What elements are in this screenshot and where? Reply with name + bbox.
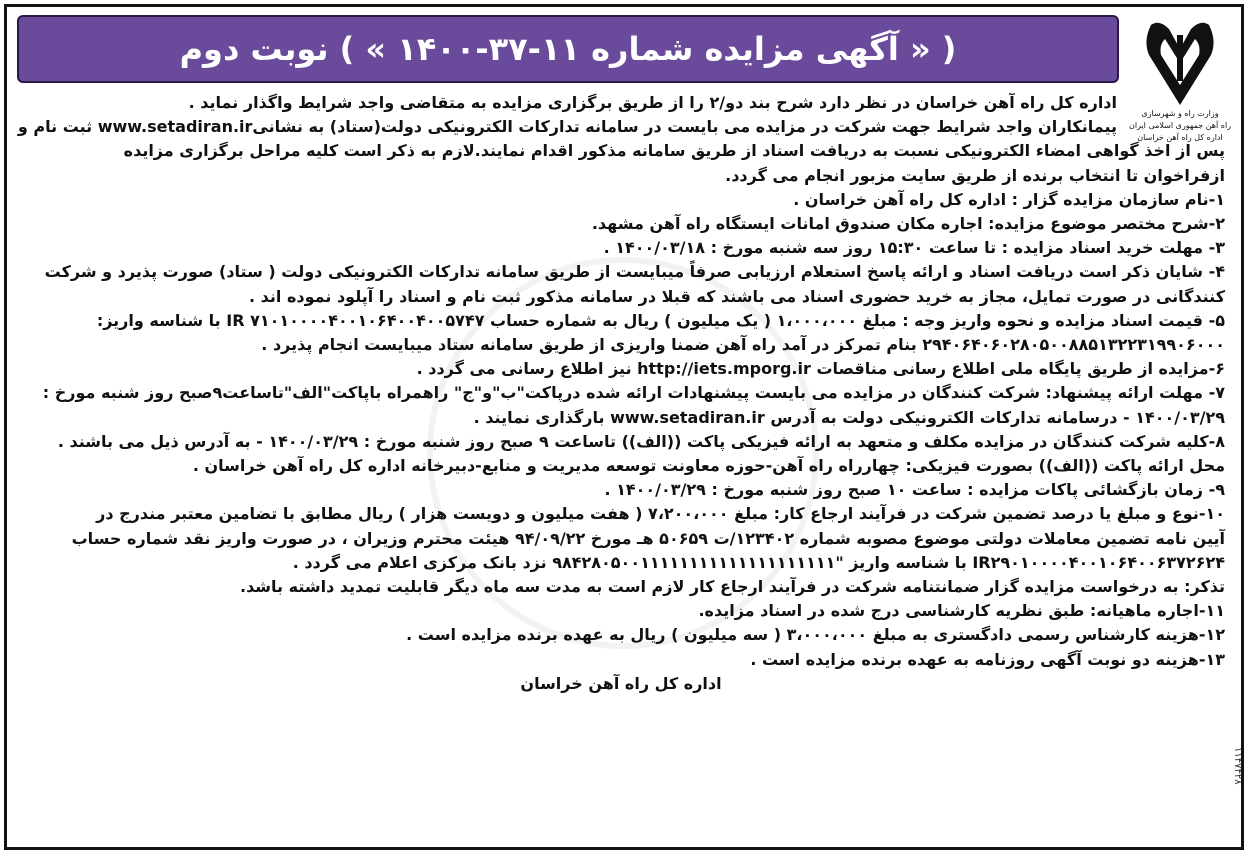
side-code: ۱۱۴۷۴۲۸ — [1232, 747, 1243, 785]
item-line: آیین نامه تضمین معاملات دولتی موضوع مصوبه شماره ۱۲۳۴۰۲/ت ۵۰۶۵۹ هـ مورخ ۹۴/۰۹/۲۲ هیئت محترم وزیران ، در صورت واریز نقد شماره حساب — [71, 528, 1225, 548]
item-line: ۱۳-هزینه دو نوبت آگهی روزنامه به عهده برنده مزایده است . — [750, 649, 1225, 669]
ad-frame — [4, 4, 1244, 850]
logo-caption-3: اداره کل راه آهن خراسان — [1137, 133, 1223, 142]
item-line: ۱-نام سازمان مزایده گزار : اداره کل راه آهن خراسان . — [793, 189, 1225, 209]
item-line: ۷- مهلت ارائه پیشنهاد: شرکت کنندگان در مزایده می بایست پیشنهادات ارائه شده درپاکت"ب"و"ج" راهمراه باپاکت"الف"تاساعت۹صبح روز شنبه مورخ : — [42, 383, 1225, 403]
item-line: IR۲۹۰۱۰۰۰۰۴۰۰۱۰۶۴۰۰۶۳۷۲۶۲۴ با شناسه واریز "۹۸۴۲۸۰۵۰۰۱۱۱۱۱۱۱۱۱۱۱۱۱۱۱۱۱۱۱۱ نزد بانک مرکزی اعلام می گردد . — [292, 552, 1225, 572]
page-title: ( « آگهی مزایده شماره ۱۱-۳۷-۱۴۰۰ » ) نوبت دوم — [179, 30, 957, 68]
item-line: محل ارائه پاکت ((الف)) بصورت فیزیکی: چهارراه راه آهن-حوزه معاونت توسعه مدیریت و منابع-دبیرخانه اداره کل راه آهن خراسان . — [192, 456, 1225, 476]
item-line: ۱۴۰۰/۰۳/۲۹ - درسامانه تدارکات الکترونیکی دولت به آدرس www.setadiran.ir بارگذاری نمایند . — [473, 407, 1225, 427]
item-line: ۲-شرح مختصر موضوع مزایده: اجاره مکان صندوق امانات ایستگاه راه آهن مشهد. — [591, 214, 1225, 234]
item-line: ۱۰-نوع و مبلغ یا درصد تضمین شرکت در فرآیند ارجاع کار: مبلغ ۷،۲۰۰،۰۰۰ ( هفت میلیون و دویست هزار ) ریال مطابق با تضامین معتبر مندرج در — [96, 504, 1225, 524]
intro-line-4: ازفراخوان تا انتخاب برنده از طریق سایت مزبور انجام می گردد. — [725, 165, 1225, 185]
logo-caption-2: راه آهن جمهوری اسلامی ایران — [1128, 121, 1232, 130]
ad-body — [17, 91, 1225, 696]
item-line: ۲۹۴۰۶۴۰۶۰۲۸۰۵۰۰۸۸۵۱۳۲۲۳۱۹۹۰۶۰۰۰ بنام تمرکز در آمد راه آهن ضمنا واریزی از طریق سامانه ستاد میبایست انجام پذیرد . — [261, 335, 1225, 355]
intro-line-1: اداره کل راه آهن خراسان در نظر دارد شرح بند دو/۲ را از طریق برگزاری مزایده به متقاضی واجد شرایط واگذار نماید . — [188, 93, 1117, 112]
intro-line-2: پیمانکاران واجد شرایط جهت شرکت در مزایده می بایست در سامانه تدارکات الکترونیکی دولت(ستاد) به نشانیwww.setadiran.ir ثبت نام و — [17, 117, 1117, 137]
item-line: ۱۱-اجاره ماهیانه: طبق نظریه کارشناسی درج شده در اسناد مزایده. — [698, 601, 1225, 621]
item-line: ۳- مهلت خرید اسناد مزایده : تا ساعت ۱۵:۳۰ روز سه شنبه مورخ : ۱۴۰۰/۰۳/۱۸ . — [603, 238, 1225, 258]
item-line: تذکر: به درخواست مزایده گزار ضمانتنامه شرکت در فرآیند ارجاع کار لازم است به مدت سه ماه دیگر قابلیت تمدید داشته باشد. — [239, 577, 1225, 597]
item-line: ۴- شایان ذکر است دریافت اسناد و ارائه پاسخ استعلام ارزیابی صرفاً میبایست از طریق سامانه تدارکات الکترونیکی دولت ( ستاد) صورت پذیرد و شرکت — [44, 262, 1225, 282]
item-line: کنندگانی در صورت تمایل، مجاز به خرید حضوری اسناد می باشند که قبلا در سامانه مذکور ثبت نام و اسناد را آپلود نموده اند . — [249, 286, 1225, 306]
item-line: ۵- قیمت اسناد مزایده و نحوه واریز وجه : مبلغ ۱،۰۰۰،۰۰۰ ( یک میلیون ) ریال به شماره حساب IR ۷۱۰۱۰۰۰۰۴۰۰۱۰۶۴۰۰۴۰۰۵۷۴۷ با شناسه واریز: — [96, 310, 1225, 330]
item-line: ۶-مزایده از طریق پایگاه ملی اطلاع رسانی مناقصات http://iets.mporg.ir نیز اطلاع رسانی می گردد . — [416, 359, 1225, 379]
intro-line-3: پس از اخذ گواهی امضاء الکترونیکی نسبت به دریافت اسناد از طریق سامانه مذکور اقدام نمایند.لازم به ذکر است کلیه مراحل برگزاری مزایده — [123, 141, 1225, 161]
title-banner — [17, 15, 1119, 83]
item-line: ۹- زمان بازگشائی پاکات مزایده : ساعت ۱۰ صبح روز شنبه مورخ : ۱۴۰۰/۰۳/۲۹ . — [604, 480, 1225, 500]
item-line: ۸-کلیه شرکت کنندگان در مزایده مکلف و متعهد به ارائه فیزیکی پاکت ((الف)) تاساعت ۹ صبح روز شنبه مورخ : ۱۴۰۰/۰۳/۲۹ - به آدرس ذیل می باشند . — [57, 431, 1225, 451]
logo-caption-1: وزارت راه و شهرسازی — [1141, 109, 1219, 118]
signature: اداره کل راه آهن خراسان — [520, 673, 722, 693]
item-line: ۱۲-هزینه کارشناس رسمی دادگستری به مبلغ ۳،۰۰۰،۰۰۰ ( سه میلیون ) ریال به عهده برنده مزایده است . — [406, 625, 1225, 645]
